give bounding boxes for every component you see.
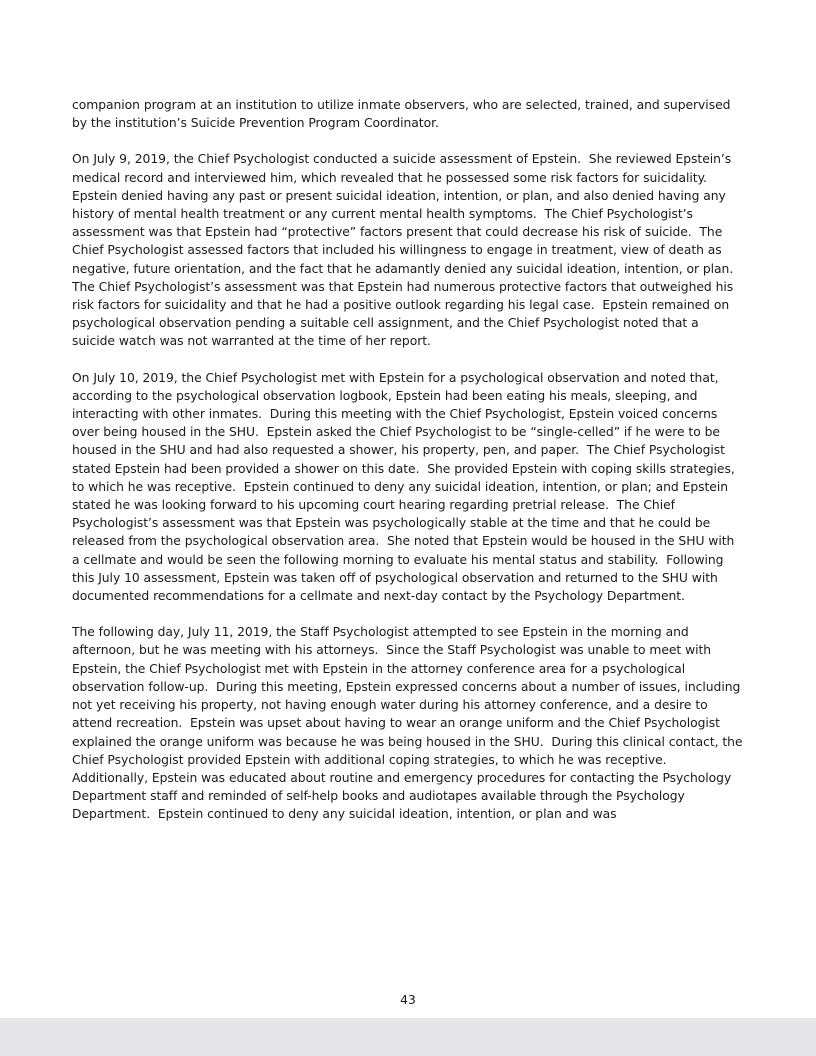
viewer-bottom-bar (0, 1018, 816, 1056)
page-body (72, 96, 747, 842)
paragraph-4: The following day, July 11, 2019, the Staff Psychologist attempted to see Epstein in the morning and afternoon, but he was meeting with his attorneys. Since the Staff Psychologist was unable to meet with Epstein, the Chief Psychologist met with Epstein in the attorney conference area for a psychological observation follow-up. During this meeting, Epstein expressed concerns about a number of issues, including not yet receiving his property, not having enough water during his attorney conference, and a desire to attend recreation. Epstein was upset about having to wear an orange uniform and the Chief Psychologist explained the orange uniform was because he was being housed in the SHU. During this clinical contact, the Chief Psychologist provided Epstein with additional coping strategies, to which he was receptive. Additionally, Epstein was educated about routine and emergency procedures for contacting the Psychology Department staff and reminded of self-help books and audiotapes available through the Psychology Department. Epstein continued to deny any suicidal ideation, intention, or plan and was (72, 625, 747, 822)
page-number: 43 (400, 993, 416, 1007)
paragraph-1: companion program at an institution to utilize inmate observers, who are selected, trained, and supervised by the institution’s Suicide Prevention Program Coordinator. (72, 98, 735, 131)
paragraph-3: On July 10, 2019, the Chief Psychologist met with Epstein for a psychological observation and noted that, according to the psychological observation logbook, Epstein had been eating his meals, sleeping, and interacting with other inmates. During this meeting with the Chief Psychologist, Epstein voiced concerns over being housed in the SHU. Epstein asked the Chief Psychologist to be “single-celled” if he were to be housed in the SHU and had also requested a shower, his property, pen, and paper. The Chief Psychologist stated Epstein had been provided a shower on this date. She provided Epstein with coping skills strategies, to which he was receptive. Epstein continued to deny any suicidal ideation, intention, or plan; and Epstein stated he was looking forward to his upcoming court hearing regarding pretrial release. The Chief Psychologist’s assessment was that Epstein was psychologically stable at the time and that he could be released from the psychological observation area. She noted that Epstein would be housed in the SHU with a cellmate and would be seen the following morning to evaluate his mental status and stability. Following this July 10 assessment, Epstein was taken off of psychological observation and returned to the SHU with documented recommendations for a cellmate and next-day contact by the Psychology Department. (72, 370, 739, 604)
paragraph-2: On July 9, 2019, the Chief Psychologist conducted a suicide assessment of Epstein. She reviewed Epstein’s medical record and interviewed him, which revealed that he possessed some risk factors for suicidality. Epstein denied having any past or present suicidal ideation, intention, or plan, and also denied having any history of mental health treatment or any current mental health symptoms. The Chief Psychologist’s assessment was that Epstein had “protective” factors present that could decrease his risk of suicide. The Chief Psychologist assessed factors that included his willingness to engage in treatment, view of death as negative, future orientation, and the fact that he adamantly denied any suicidal ideation, intention, or plan. The Chief Psychologist’s assessment was that Epstein had numerous protective factors that outweighed his risk factors for suicidality and that he had a positive outlook regarding his legal case. Epstein remained on psychological observation pending a suitable cell assignment, and the Chief Psychologist noted that a suicide watch was not warranted at the time of her report. (72, 152, 741, 349)
